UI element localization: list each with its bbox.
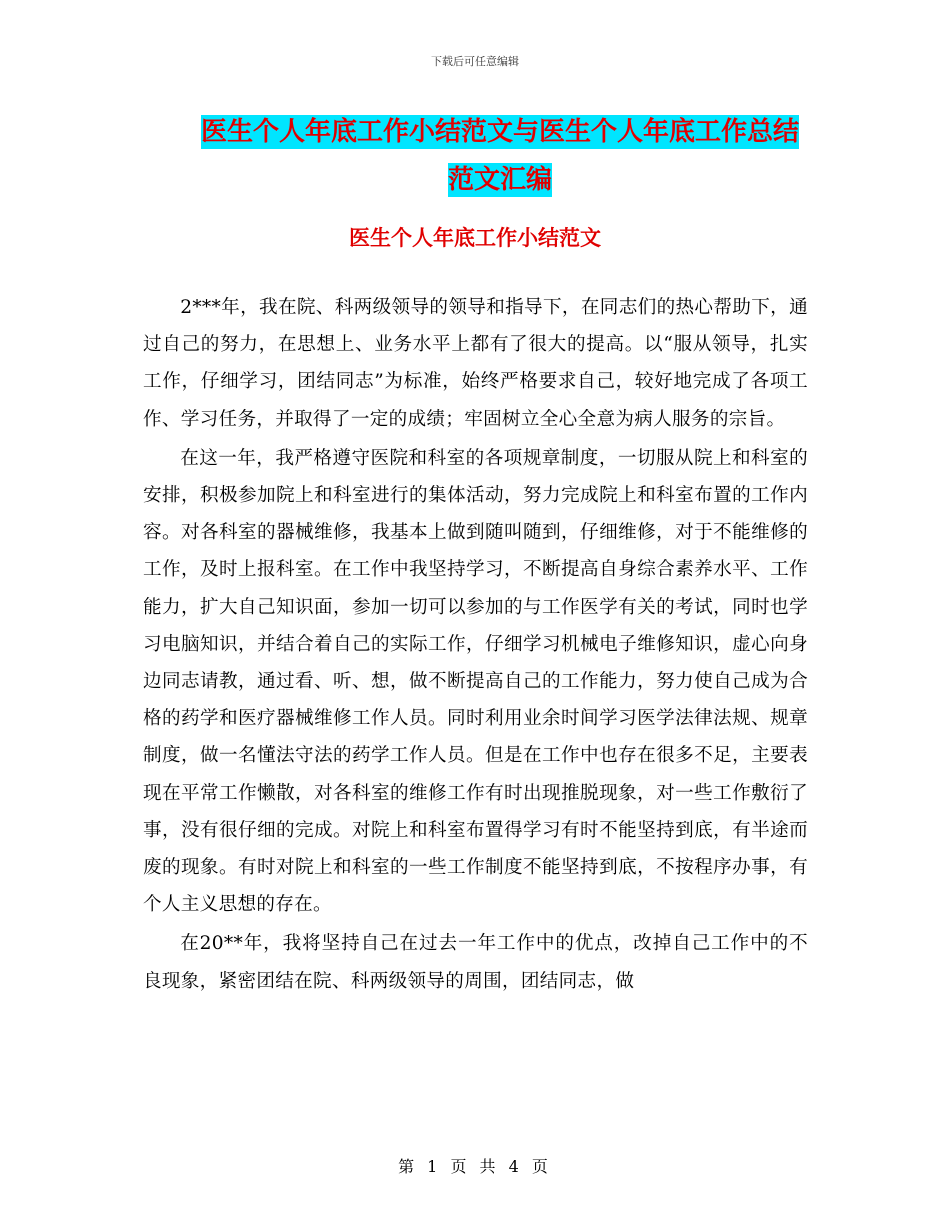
document-title-line-2: 范文汇编 [447,165,552,195]
paragraph: 在20**年，我将坚持自己在过去一年工作中的优点，改掉自己工作中的不良现象，紧密团结在院、科两级领导的周围，团结同志，做 [143,933,808,992]
section-title: 医生个人年底工作小结范文 [349,226,601,250]
page-footer-page-number: 第 1 页 共 4 页 [398,1157,552,1176]
paragraph: 2***年，我在院、科两级领导的领导和指导下，在同志们的热心帮助下，通过自己的努力，在思想上、业务水平上都有了很大的提高。以“服从领导，扎实工作，仔细学习，团结同志”为标准，始终严格要求自己，较好地完成了各项工作、学习任务，并取得了一定的成绩；牢固树立全心全意为病人服务的宗旨。 [143,297,808,430]
paragraph: 在这一年，我严格遵守医院和科室的各项规章制度，一切服从院上和科室的安排，积极参加院上和科室进行的集体活动，努力完成院上和科室布置的工作内容。对各科室的器械维修，我基本上做到随叫随到，仔细维修，对于不能维修的工作，及时上报科室。在工作中我坚持学习，不断提高自身综合素养水平、工作能力，扩大自己知识面，参加一切可以参加的与工作医学有关的考试，同时也学习电脑知识，并结合着自己的实际工作，仔细学习机械电子维修知识，虚心向身边同志请教，通过看、听、想，做不断提高自己的工作能力，努力使自己成为合格的药学和医疗器械维修工作人员。同时利用业余时间学习医学法律法规、规章制度，做一名懂法守法的药学工作人员。但是在工作中也存在很多不足，主要表现在平常工作懒散，对各科室的维修工作有时出现推脱现象，对一些工作敷衍了事，没有很仔细的完成。对院上和科室布置得学习有时不能坚持到底，有半途而废的现象。有时对院上和科室的一些工作制度不能坚持到底，不按程序办事，有个人主义思想的存在。 [143,447,808,916]
document-body [143,289,808,1002]
page-header-note: 下载后可任意编辑 [431,55,519,68]
document-title-line-1: 医生个人年底工作小结范文与医生个人年底工作总结 [200,117,799,147]
document-title [140,108,860,204]
